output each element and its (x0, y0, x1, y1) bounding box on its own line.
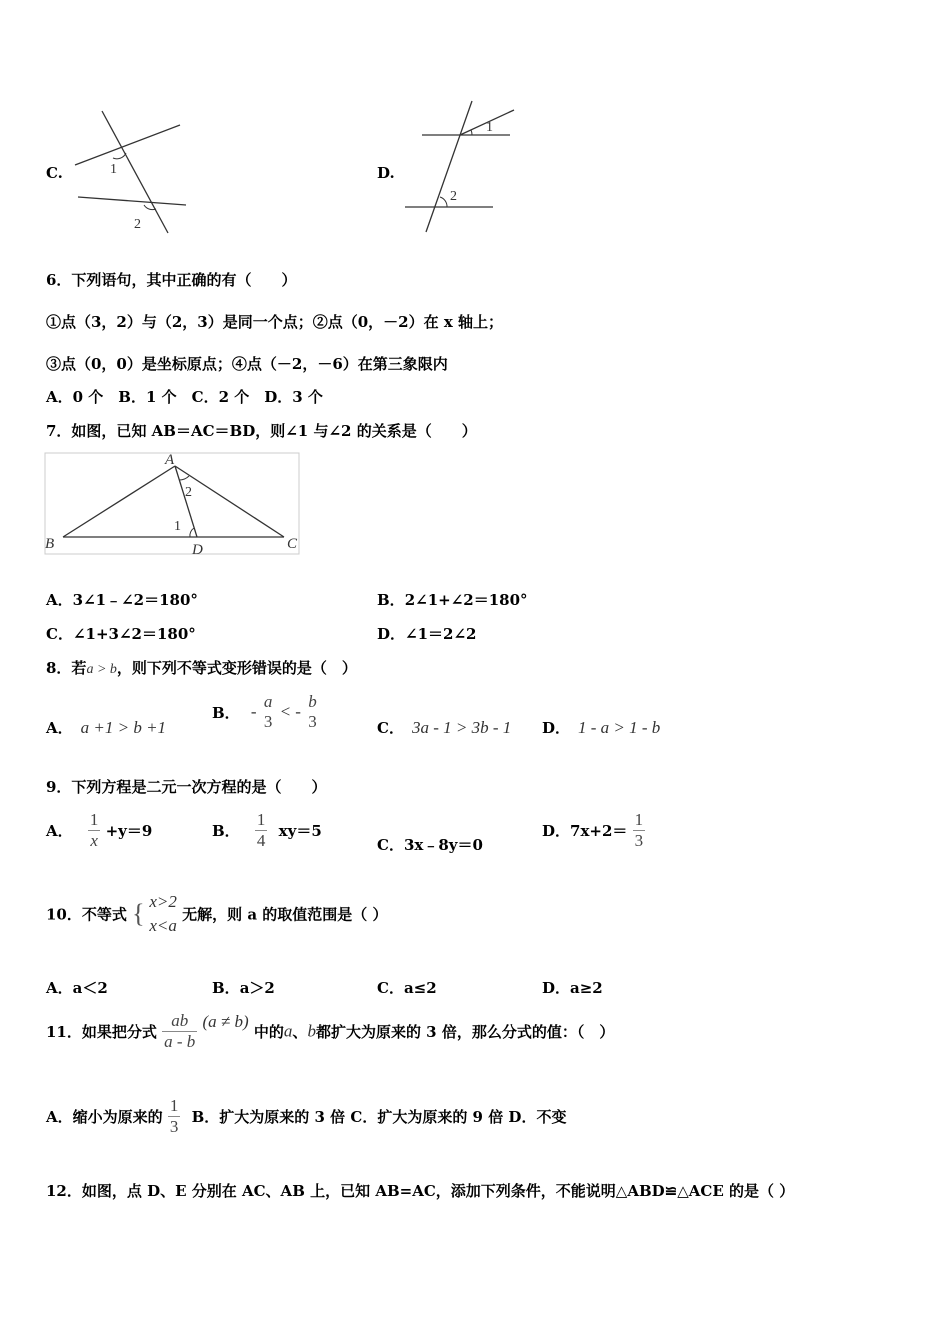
q8-option-a: A． a +1 > b +1 (46, 718, 167, 737)
q10-stem: 10．不等式 { x>2 x<a 无解，则 a 的取值范围是（ ） (46, 890, 388, 938)
angle-1-arc (471, 130, 472, 135)
vertex-c-label: C (287, 536, 298, 552)
q7-stem: 7．如图，已知 AB＝AC＝BD，则∠1 与∠2 的关系是（ ） (46, 422, 477, 440)
angle-2-label: 2 (134, 217, 141, 232)
q9-option-c: C．3x﹣8y＝0 (377, 836, 483, 854)
vertex-d-label: D (192, 542, 203, 558)
segment-ab (63, 466, 175, 537)
q8-condition: a > b (86, 662, 117, 677)
q10-inequality-system: { x>2 x<a (132, 892, 177, 935)
q9-option-d: D．7x+2＝ $\frac{1}{3}$ (542, 810, 644, 850)
lower-line (78, 197, 186, 205)
angle-2-arc (179, 476, 189, 480)
angle-1-label: 1 (110, 162, 117, 177)
vertex-a-label: A (165, 452, 175, 468)
q8-option-d: D． 1 - a > 1 - b (542, 718, 661, 737)
q6-stem: 6．下列语句，其中正确的有（ ） (46, 271, 297, 289)
q12-stem: 12．如图，点 D、E 分别在 AC、AB 上，已知 AB=AC，添加下列条件，不能说明△ABD≌△ACE 的是（ ） (46, 1182, 795, 1200)
q6-options: A．0 个 B．1 个 C．2 个 D．3 个 (46, 388, 323, 406)
q10-option-d: D．a≥2 (542, 979, 603, 997)
angle-1-label: 1 (174, 519, 181, 534)
q5-option-c-figure (70, 105, 195, 235)
q10-option-c: C．a≤2 (377, 979, 437, 997)
transversal-line (426, 101, 472, 232)
q11-options: A．缩小为原来的 $\frac{1}{3}$ B．扩大为原来的 3 倍 C．扩大为原来的 9 倍 D．不变 (46, 1096, 567, 1136)
angle-2-label: 2 (185, 485, 192, 500)
q10-option-b: B．a＞2 (212, 979, 275, 997)
q8-option-c: C． 3a - 1 > 3b - 1 (377, 718, 512, 737)
q9-option-a: A． $\frac{1}{x}$ +y＝9 (46, 810, 153, 850)
q10-option-a: A．a＜2 (46, 979, 108, 997)
angle-1-label: 1 (486, 120, 493, 135)
q7-option-b: B．2∠1+∠2＝180° (377, 591, 528, 609)
q11-stem: 11．如果把分式 $\frac{ab}{a - b}$ (a ≠ b) 中的a、b都扩大为原来的 3 倍，那么分式的值：（ ） (46, 1011, 615, 1051)
q7-option-a: A．3∠1﹣∠2＝180° (46, 591, 198, 609)
q9-option-b: B． $\frac{1}{4}$ xy＝5 (212, 810, 322, 850)
q8-option-b: B． - a 3 < - b 3 (212, 692, 317, 731)
q7-triangle-figure (44, 450, 300, 558)
option-c-label: C. (46, 164, 63, 182)
q7-option-d: D．∠1＝2∠2 (377, 625, 477, 643)
q6-statement-2: ③点（0，0）是坐标原点；④点（－2，－6）在第三象限内 (46, 355, 448, 373)
segment-ac (175, 466, 284, 537)
q6-statement-1: ①点（3，2）与（2，3）是同一个点；②点（0，－2）在 x 轴上； (46, 313, 504, 331)
q9-stem: 9．下列方程是二元一次方程的是（ ） (46, 778, 327, 796)
angle-2-label: 2 (450, 189, 457, 204)
angle-2-arc (440, 197, 447, 207)
q8-stem: 8．若a > b，则下列不等式变形错误的是（ ） (46, 659, 357, 677)
vertex-b-label: B (45, 536, 55, 552)
q5-option-d-figure (400, 98, 520, 236)
angle-1-arc (190, 528, 194, 537)
q7-option-c: C．∠1+3∠2＝180° (46, 625, 196, 643)
option-d-label: D. (377, 164, 395, 182)
angle-1-arc (113, 153, 126, 159)
